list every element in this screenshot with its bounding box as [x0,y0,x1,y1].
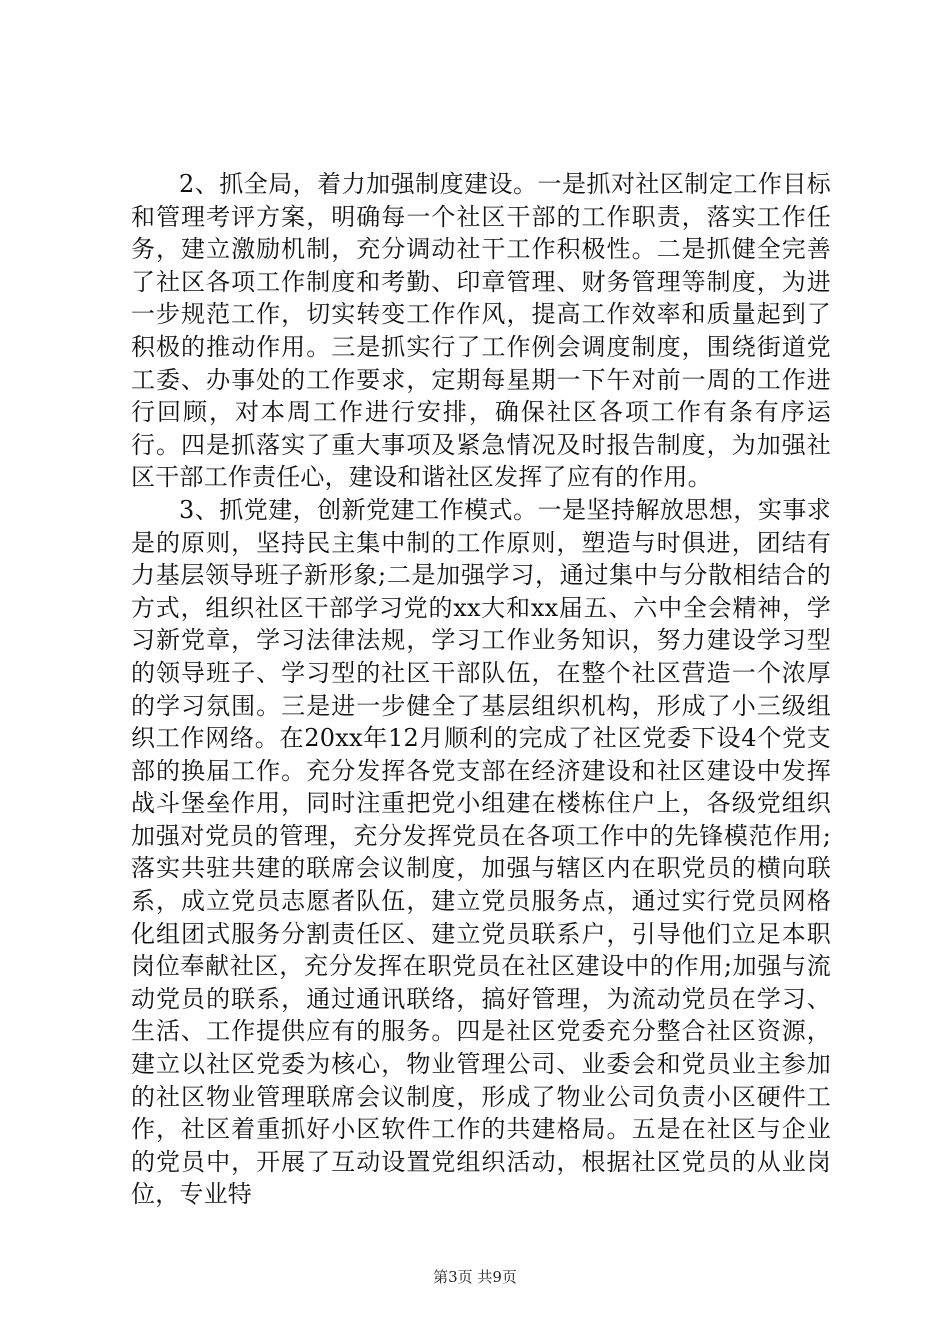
document-body [131,168,831,1211]
paragraph-institution-building: 2、抓全局，着力加强制度建设。一是抓对社区制定工作目标和管理考评方案，明确每一个社区干部的工作职责，落实工作任务，建立激励机制，充分调动社干工作积极性。二是抓健全完善了社区各项工作制度和考勤、印章管理、财务管理等制度，为进一步规范工作，切实转变工作作风，提高工作效率和质量起到了积极的推动作用。三是抓实行了工作例会调度制度，围绕街道党工委、办事处的工作要求，定期每星期一下午对前一周的工作进行回顾，对本周工作进行安排，确保社区各项工作有条有序运行。四是抓落实了重大事项及紧急情况及时报告制度，为加强社区干部工作责任心，建设和谐社区发挥了应有的作用。 [131,170,831,492]
paragraph-party-building: 3、抓党建，创新党建工作模式。一是坚持解放思想，实事求是的原则，坚持民主集中制的工作原则，塑造与时俱进，团结有力基层领导班子新形象;二是加强学习，通过集中与分散相结合的方式，组织社区干部学习党的xx大和xx届五、六中全会精神，学习新党章，学习法律法规，学习工作业务知识，努力建设学习型的领导班子、学习型的社区干部队伍，在整个社区营造一个浓厚的学习氛围。三是进一步健全了基层组织机构，形成了小三级组织工作网络。在20xx年12月顺利的完成了社区党委下设4个党支部的换届工作。充分发挥各党支部在经济建设和社区建设中发挥战斗堡垒作用，同时注重把党小组建在楼栋住户上，各级党组织加强对党员的管理，充分发挥党员在各项工作中的先锋模范作用;落实共驻共建的联席会议制度，加强与辖区内在职党员的横向联系，成立党员志愿者队伍，建立党员服务点，通过实行党员网格化组团式服务分割责任区、建立党员联系户，引导他们立足本职岗位奉献社区，充分发挥在职党员在社区建设中的作用;加强与流动党员的联系，通过通讯联络，搞好管理，为流动党员在学习、生活、工作提供应有的服务。四是社区党委充分整合社区资源，建立以社区党委为核心，物业管理公司、业委会和党员业主参加的社区物业管理联席会议制度，形成了物业公司负责小区硬件工作，社区着重抓好小区软件工作的共建格局。五是在社区与企业的党员中，开展了互动设置党组织活动，根据社区党员的从业岗位，专业特 [131,495,831,1209]
page-number-footer: 第3页 共9页 [433,1268,517,1286]
